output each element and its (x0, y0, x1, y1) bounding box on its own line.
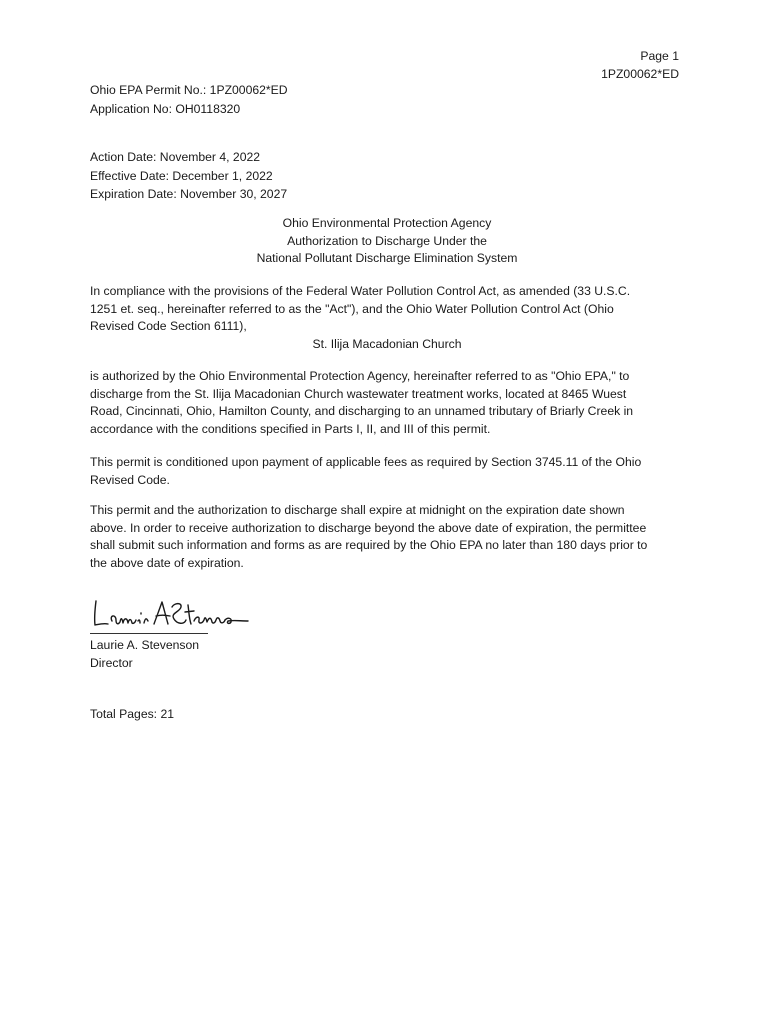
page-number: Page 1 (640, 49, 679, 63)
signatory-title: Director (90, 655, 133, 670)
fees-line-1: This permit is conditioned upon payment of applicable fees as required by Section 3745.11 of the Ohio (90, 455, 642, 469)
npdes-title: National Pollutant Discharge Elimination System (256, 251, 518, 265)
agency-name: Ohio Environmental Protection Agency (282, 216, 492, 230)
authorization-paragraph (90, 368, 684, 438)
effective-date: Effective Date: December 1, 2022 (90, 168, 273, 183)
expiration-line-3: shall submit such information and forms as are required by the Ohio EPA no later than 180 days prior to (90, 538, 648, 552)
compliance-line-3: Revised Code Section 6111), (90, 319, 247, 333)
signatory-block (90, 637, 684, 672)
expiration-line-1: This permit and the authorization to discharge shall expire at midnight on the expiration date shown (90, 503, 625, 517)
expiration-paragraph (90, 502, 684, 572)
header-permit-code: 1PZ00062*ED (601, 67, 679, 81)
handwritten-signature (88, 593, 258, 637)
fees-paragraph (90, 454, 684, 489)
permit-info (90, 82, 684, 118)
signature-line (90, 633, 208, 634)
compliance-line-2: 1251 et. seq., hereinafter referred to as the "Act"), and the Ohio Water Pollution Control Act (Ohio (90, 301, 614, 316)
expiration-line-4: the above date of expiration. (90, 555, 244, 570)
page-header (601, 47, 679, 83)
expiration-line-2: above. In order to receive authorization to discharge beyond the above date of expiration, the permittee (90, 520, 647, 535)
action-date: Action Date: November 4, 2022 (90, 150, 261, 164)
authorization-line-4: accordance with the conditions specified in Parts I, II, and III of this permit. (90, 421, 491, 436)
permit-number: Ohio EPA Permit No.: 1PZ00062*ED (90, 83, 288, 97)
signatory-name: Laurie A. Stevenson (90, 638, 200, 652)
authorization-line-1: is authorized by the Ohio Environmental Protection Agency, hereinafter referred to as "Ohio EPA," to (90, 369, 630, 383)
application-number: Application No: OH0118320 (90, 101, 241, 116)
authorization-line-2: discharge from the St. Ilija Macadonian Church wastewater treatment works, located at 8465 Wuest (90, 386, 627, 401)
authorization-title: Authorization to Discharge Under the (287, 233, 487, 248)
compliance-paragraph (90, 283, 684, 336)
permit-dates (90, 149, 684, 204)
total-pages: Total Pages: 21 (90, 707, 175, 721)
authorization-line-3: Road, Cincinnati, Ohio, Hamilton County, and discharging to an unnamed tributary of Briarly Creek in (90, 404, 634, 418)
permittee-name: St. Ilija Macadonian Church (312, 337, 462, 351)
fees-line-2: Revised Code. (90, 472, 170, 487)
expiration-date: Expiration Date: November 30, 2027 (90, 187, 288, 201)
compliance-line-1: In compliance with the provisions of the Federal Water Pollution Control Act, as amended (33 U.S.C. (90, 284, 631, 298)
agency-heading (90, 215, 684, 268)
